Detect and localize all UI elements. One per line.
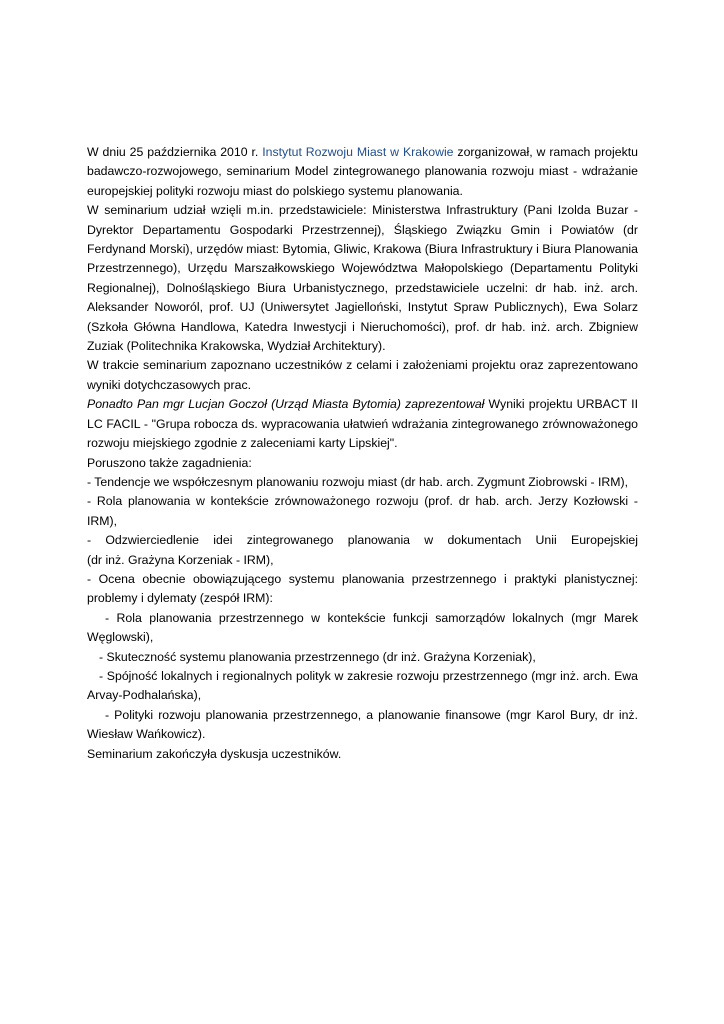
urbact-results: Wyniki projektu URBACT II LC FACIL - "Grupa robocza ds. wypracowania ułatwień wdrażania zintegrowanego zrównoważonego rozwoju miejskiego zgodnie z zaleceniami karty Lipskiej". [87,397,638,451]
document-body [87,143,638,764]
intro-paragraph [87,143,638,201]
subtopic-item [87,609,638,648]
closing-paragraph: Seminarium zakończyła dyskusja uczestników. [87,746,342,761]
topics-heading: Poruszono także zagadnienia: [87,455,252,470]
subtopic-item [87,706,638,745]
institute-link[interactable]: Instytut Rozwoju Miast w Krakowie [262,145,454,159]
urbact-presenter: Ponadto Pan mgr Lucjan Goczoł (Urząd Miasta Bytomia) zaprezentował [87,397,485,412]
topic-item: - Rola planowania w kontekście zrównoważonego rozwoju (prof. dr hab. arch. Jerzy Kozłowski - IRM), [87,494,638,528]
urbact-paragraph [87,395,638,453]
subtopic-item [87,667,638,706]
subtopic-text: - Skuteczność systemu planowania przestrzennego (dr inż. Grażyna Korzeniak), [99,649,536,664]
participants-paragraph: W seminarium udział wzięli m.in. przedstawiciele: Ministerstwa Infrastruktury (Pani Izolda Buzar - Dyrektor Departamentu Gospodarki Przestrzennej), Śląskiego Związku Gmin i Powiatów (dr Ferdynand Morski), urzędów miast: Bytomia, Gliwic, Krakowa (Biura Infrastruktury i Biura Planowania Przestrzennego), Urzędu Marszałkowskiego Województwa Małopolskiego (Departamentu Polityki Regionalnej), Dolnośląskiego Biura Urbanistycznego, przedstawiciele uczelni: dr hab. inż. arch. Aleksander Noworól, prof. UJ (Uniwersytet Jagielloński, Instytut Spraw Publicznych), Ewa Solarz (Szkoła Główna Handlowa, Katedra Inwestycji i Nieruchomości), prof. dr hab. inż. arch. Zbigniew Zuziak (Politechnika Krakowska, Wydział Architektury). [87,203,638,354]
presentation-paragraph: W trakcie seminarium zapoznano uczestników z celami i założeniami projektu oraz zaprezentowano wyniki dotychczasowych prac. [87,358,638,392]
subtopic-text: - Spójność lokalnych i regionalnych polityk w zakresie rozwoju przestrzennego (mgr inż. arch. Ewa Arvay-Podhalańska), [87,668,638,703]
topic-item-continuation: (dr inż. Grażyna Korzeniak - IRM), [87,552,274,567]
subtopic-item [87,648,638,667]
intro-prefix: W dniu 25 października 2010 r. [87,145,263,159]
intro-suffix: zorganizował, w ramach projektu badawczo-rozwojowego, seminarium Model zintegrowanego planowania rozwoju miast - wdrażanie europejskiej polityki rozwoju miast do polskiego systemu planowania. [87,145,638,198]
topic-item: - Odzwierciedlenie idei zintegrowanego planowania w dokumentach Unii Europejskiej [87,533,638,548]
subtopic-text: - Polityki rozwoju planowania przestrzennego, a planowanie finansowe (mgr Karol Bury, dr inż. Wiesław Wańkowicz). [87,707,638,742]
topic-item: - Tendencje we współczesnym planowaniu rozwoju miast (dr hab. arch. Zygmunt Ziobrowski - IRM), [87,474,629,489]
subtopic-text: - Rola planowania przestrzennego w kontekście funkcji samorządów lokalnych (mgr Marek Węglowski), [87,610,638,645]
topic-item: - Ocena obecnie obowiązującego systemu planowania przestrzennego i praktyki planistycznej: problemy i dylematy (zespół IRM): [87,571,638,606]
